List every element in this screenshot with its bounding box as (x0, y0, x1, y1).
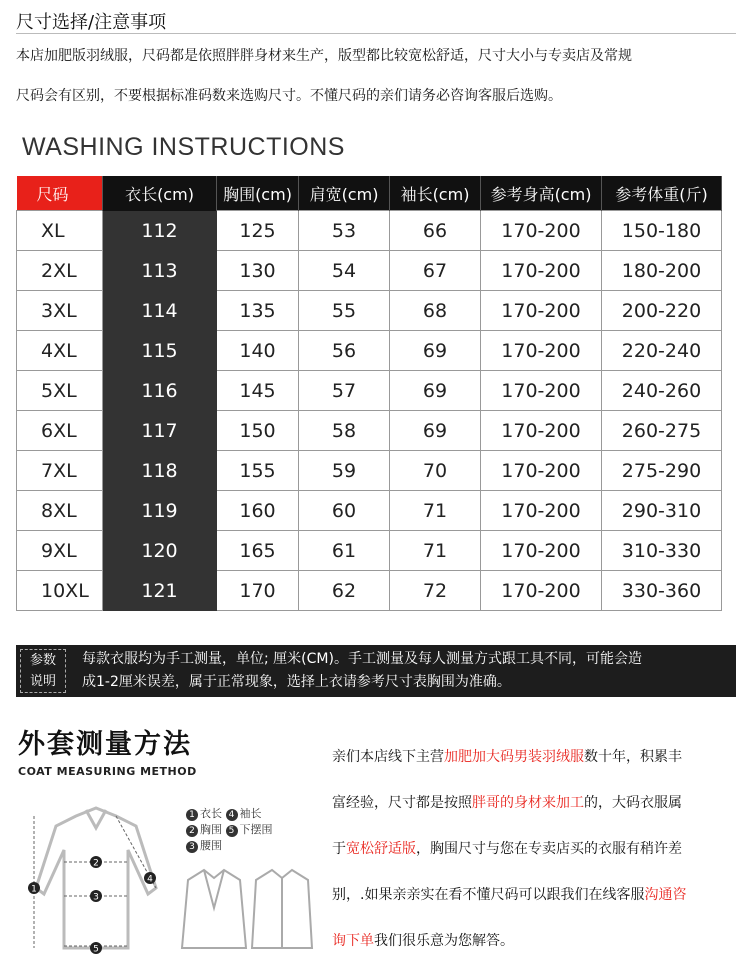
table-cell: 165 (217, 531, 299, 571)
desc-line-2: 富经验，尺寸都是按照胖哥的身材来加工的，大码衣服属 (332, 795, 682, 811)
header-shoulder: 肩宽(cm) (299, 176, 390, 211)
table-cell: 69 (390, 411, 481, 451)
table-cell: 9XL (17, 531, 103, 571)
marker-2 (90, 856, 102, 869)
measurement-note (16, 645, 736, 697)
size-section-title: 尺寸选择/注意事项 (16, 12, 167, 33)
desc-line-5: 询下单我们很乐意为您解答。 (332, 933, 514, 949)
table-cell: 170-200 (481, 331, 602, 371)
note-line-2: 成1-2厘米误差，属于正常现象，选择上衣请参考尺寸表胸围为准确。 (82, 674, 511, 690)
header-length: 衣长(cm) (103, 176, 217, 211)
table-cell: 275-290 (602, 451, 722, 491)
table-cell: 170-200 (481, 491, 602, 531)
table-cell: 155 (217, 451, 299, 491)
coat-method-title: 外套测量方法 (18, 729, 192, 760)
table-cell: 121 (103, 571, 217, 611)
header-weight: 参考体重(斤) (602, 176, 722, 211)
table-cell: 61 (299, 531, 390, 571)
table-cell: 113 (103, 251, 217, 291)
table-row (17, 251, 722, 291)
table-cell: 71 (390, 531, 481, 571)
table-cell: 150-180 (602, 211, 722, 251)
measure-legend (186, 806, 273, 854)
table-cell: 56 (299, 331, 390, 371)
header-chest: 胸围(cm) (217, 176, 299, 211)
legend-item-4: 4 袖长 (226, 807, 262, 820)
table-cell: 10XL (17, 571, 103, 611)
table-cell: 5XL (17, 371, 103, 411)
table-cell: 66 (390, 211, 481, 251)
store-description (332, 734, 740, 964)
marker-1 (28, 882, 40, 895)
table-cell: 114 (103, 291, 217, 331)
table-cell: 145 (217, 371, 299, 411)
table-cell: 115 (103, 331, 217, 371)
intro-line-1: 本店加肥版羽绒服，尺码都是依照胖胖身材来生产，版型都比较宽松舒适，尺寸大小与专卖店及常规 (16, 48, 632, 64)
table-cell: 72 (390, 571, 481, 611)
table-cell: 260-275 (602, 411, 722, 451)
desc-line-3: 于宽松舒适版，胸围尺寸与您在专卖店买的衣服有稍许差 (332, 841, 682, 857)
svg-text:1: 1 (31, 884, 37, 895)
table-cell: 200-220 (602, 291, 722, 331)
table-cell: 170-200 (481, 451, 602, 491)
legend-item-1: 1 衣长 (186, 807, 222, 820)
coat-method-subtitle: COAT MEASURING METHOD (18, 765, 197, 778)
marker-5 (90, 942, 102, 955)
table-cell: 3XL (17, 291, 103, 331)
table-cell: 54 (299, 251, 390, 291)
table-cell: 290-310 (602, 491, 722, 531)
table-cell: 170-200 (481, 571, 602, 611)
legend-item-5: 5 下摆围 (226, 823, 273, 836)
table-row (17, 371, 722, 411)
table-cell: 140 (217, 331, 299, 371)
header-sleeve: 袖长(cm) (390, 176, 481, 211)
intro-line-2: 尺码会有区别，不要根据标准码数来选购尺寸。不懂尺码的亲们请务必咨询客服后选购。 (16, 88, 562, 104)
table-cell: 71 (390, 491, 481, 531)
table-cell: 62 (299, 571, 390, 611)
table-cell: 4XL (17, 331, 103, 371)
svg-text:4: 4 (147, 874, 153, 885)
table-cell: 57 (299, 371, 390, 411)
title-divider (16, 33, 736, 34)
table-row (17, 291, 722, 331)
table-cell: 160 (217, 491, 299, 531)
table-cell: 59 (299, 451, 390, 491)
table-cell: 240-260 (602, 371, 722, 411)
table-cell: 170-200 (481, 291, 602, 331)
legend-item-3: 3 腰围 (186, 839, 222, 852)
note-text (82, 648, 732, 694)
table-header-row (17, 176, 722, 211)
blazer-sketch-icon (182, 870, 246, 948)
table-cell: 170-200 (481, 211, 602, 251)
table-cell: 150 (217, 411, 299, 451)
note-tag (20, 649, 66, 693)
table-cell: 70 (390, 451, 481, 491)
svg-text:3: 3 (93, 892, 99, 903)
table-cell: XL (17, 211, 103, 251)
header-height: 参考身高(cm) (481, 176, 602, 211)
table-row (17, 451, 722, 491)
table-cell: 330-360 (602, 571, 722, 611)
table-row (17, 331, 722, 371)
table-cell: 55 (299, 291, 390, 331)
shirt-sketch-icon (252, 870, 312, 948)
table-cell: 170-200 (481, 411, 602, 451)
table-cell: 119 (103, 491, 217, 531)
marker-3 (90, 890, 102, 903)
table-row (17, 571, 722, 611)
table-cell: 220-240 (602, 331, 722, 371)
table-cell: 118 (103, 451, 217, 491)
table-cell: 170 (217, 571, 299, 611)
table-cell: 7XL (17, 451, 103, 491)
table-row (17, 531, 722, 571)
table-cell: 180-200 (602, 251, 722, 291)
table-cell: 130 (217, 251, 299, 291)
note-tag-line-1: 参数 (29, 653, 56, 668)
note-tag-line-2: 说明 (29, 674, 56, 689)
table-cell: 60 (299, 491, 390, 531)
table-row (17, 491, 722, 531)
jacket-outline (36, 808, 156, 948)
table-cell: 117 (103, 411, 217, 451)
washing-instructions-title: WASHING INSTRUCTIONS (22, 133, 345, 161)
table-row (17, 411, 722, 451)
table-cell: 310-330 (602, 531, 722, 571)
table-cell: 58 (299, 411, 390, 451)
table-cell: 170-200 (481, 251, 602, 291)
table-cell: 2XL (17, 251, 103, 291)
table-cell: 8XL (17, 491, 103, 531)
table-cell: 125 (217, 211, 299, 251)
desc-line-1: 亲们本店线下主营加肥加大码男装羽绒服数十年，积累丰 (332, 749, 682, 765)
table-cell: 53 (299, 211, 390, 251)
size-table-body (17, 211, 722, 611)
table-cell: 6XL (17, 411, 103, 451)
table-cell: 69 (390, 371, 481, 411)
header-size: 尺码 (17, 176, 103, 211)
table-cell: 120 (103, 531, 217, 571)
table-cell: 68 (390, 291, 481, 331)
size-table (16, 176, 722, 611)
svg-text:5: 5 (93, 944, 99, 955)
table-cell: 69 (390, 331, 481, 371)
table-row (17, 211, 722, 251)
table-cell: 170-200 (481, 371, 602, 411)
table-cell: 170-200 (481, 531, 602, 571)
desc-line-4: 别，.如果亲亲实在看不懂尺码可以跟我们在线客服沟通咨 (332, 887, 687, 903)
note-line-1: 每款衣服均为手工测量，单位; 厘米(CM)。手工测量及每人测量方式跟工具不同，可能会造 (82, 651, 642, 667)
table-cell: 67 (390, 251, 481, 291)
table-cell: 116 (103, 371, 217, 411)
legend-item-2: 2 胸围 (186, 823, 222, 836)
svg-text:2: 2 (93, 858, 99, 869)
table-cell: 112 (103, 211, 217, 251)
table-cell: 135 (217, 291, 299, 331)
